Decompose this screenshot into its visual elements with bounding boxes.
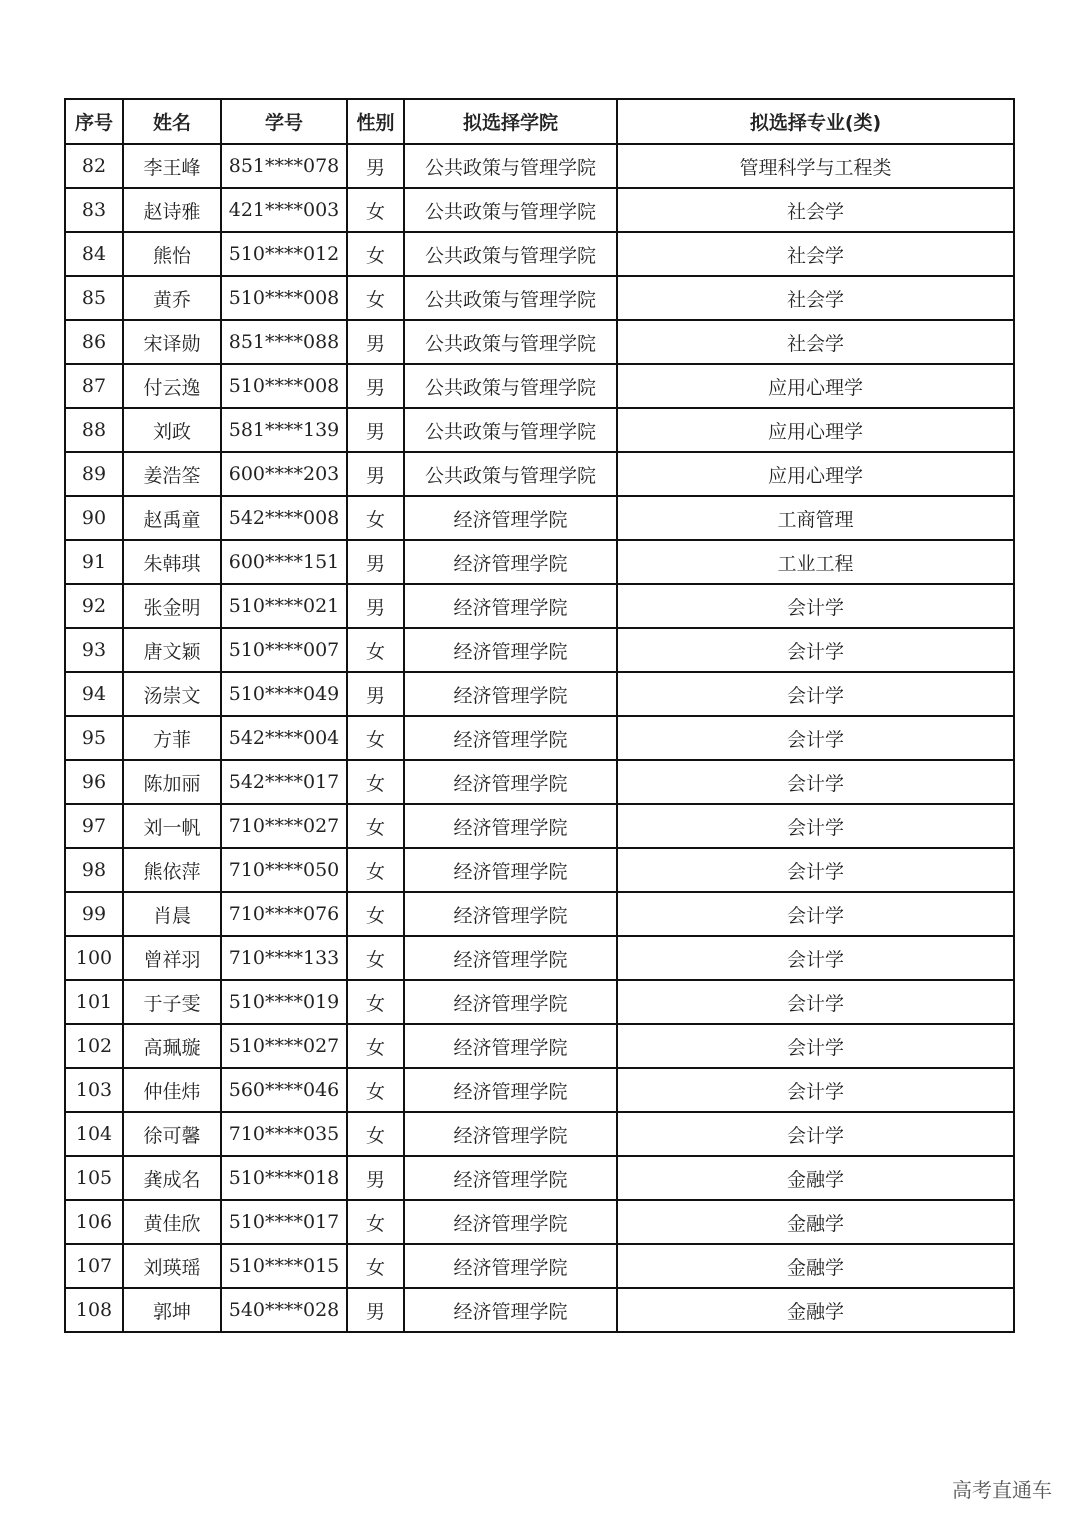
- cell-student-id: 710****035: [221, 1112, 347, 1156]
- cell-gender: 男: [347, 452, 404, 496]
- cell-major: 会计学: [617, 1112, 1014, 1156]
- table-row: [65, 496, 1014, 540]
- cell-gender: 女: [347, 716, 404, 760]
- cell-name: 黄乔: [123, 276, 221, 320]
- cell-gender: 女: [347, 804, 404, 848]
- cell-name: 刘一帆: [123, 804, 221, 848]
- cell-student-id: 510****027: [221, 1024, 347, 1068]
- cell-major: 会计学: [617, 672, 1014, 716]
- cell-major: 会计学: [617, 584, 1014, 628]
- cell-name: 刘瑛瑶: [123, 1244, 221, 1288]
- cell-gender: 男: [347, 540, 404, 584]
- header-index: 序号: [65, 99, 123, 144]
- table-row: [65, 144, 1014, 188]
- cell-gender: 女: [347, 1244, 404, 1288]
- cell-gender: 女: [347, 980, 404, 1024]
- cell-gender: 女: [347, 188, 404, 232]
- table-row: [65, 892, 1014, 936]
- cell-gender: 女: [347, 848, 404, 892]
- table-row: [65, 1200, 1014, 1244]
- cell-college: 经济管理学院: [404, 584, 617, 628]
- cell-name: 肖晨: [123, 892, 221, 936]
- cell-student-id: 851****088: [221, 320, 347, 364]
- cell-major: 社会学: [617, 188, 1014, 232]
- cell-college: 经济管理学院: [404, 1156, 617, 1200]
- table-row: [65, 848, 1014, 892]
- header-gender: 性别: [347, 99, 404, 144]
- table-row: [65, 1068, 1014, 1112]
- cell-college: 经济管理学院: [404, 1244, 617, 1288]
- cell-student-id: 421****003: [221, 188, 347, 232]
- cell-student-id: 510****015: [221, 1244, 347, 1288]
- cell-student-id: 851****078: [221, 144, 347, 188]
- cell-college: 经济管理学院: [404, 760, 617, 804]
- cell-major: 会计学: [617, 628, 1014, 672]
- table-row: [65, 804, 1014, 848]
- cell-index: 86: [65, 320, 123, 364]
- cell-index: 90: [65, 496, 123, 540]
- student-table: [64, 98, 1015, 1333]
- cell-gender: 男: [347, 584, 404, 628]
- cell-college: 经济管理学院: [404, 540, 617, 584]
- cell-major: 社会学: [617, 276, 1014, 320]
- cell-name: 陈加丽: [123, 760, 221, 804]
- cell-name: 龚成名: [123, 1156, 221, 1200]
- cell-major: 会计学: [617, 804, 1014, 848]
- cell-major: 社会学: [617, 320, 1014, 364]
- cell-major: 金融学: [617, 1244, 1014, 1288]
- cell-name: 熊怡: [123, 232, 221, 276]
- cell-major: 会计学: [617, 1024, 1014, 1068]
- cell-index: 92: [65, 584, 123, 628]
- cell-gender: 女: [347, 628, 404, 672]
- cell-index: 83: [65, 188, 123, 232]
- cell-major: 管理科学与工程类: [617, 144, 1014, 188]
- cell-index: 101: [65, 980, 123, 1024]
- cell-name: 熊依萍: [123, 848, 221, 892]
- cell-college: 经济管理学院: [404, 892, 617, 936]
- cell-student-id: 581****139: [221, 408, 347, 452]
- cell-student-id: 710****076: [221, 892, 347, 936]
- cell-name: 方菲: [123, 716, 221, 760]
- cell-major: 会计学: [617, 980, 1014, 1024]
- cell-gender: 女: [347, 232, 404, 276]
- cell-name: 姜浩筌: [123, 452, 221, 496]
- cell-college: 公共政策与管理学院: [404, 408, 617, 452]
- header-student-id: 学号: [221, 99, 347, 144]
- cell-gender: 女: [347, 1068, 404, 1112]
- table-row: [65, 760, 1014, 804]
- cell-name: 唐文颖: [123, 628, 221, 672]
- cell-student-id: 560****046: [221, 1068, 347, 1112]
- table-row: [65, 364, 1014, 408]
- cell-index: 98: [65, 848, 123, 892]
- header-name: 姓名: [123, 99, 221, 144]
- table-row: [65, 540, 1014, 584]
- cell-student-id: 510****017: [221, 1200, 347, 1244]
- cell-student-id: 710****027: [221, 804, 347, 848]
- cell-index: 94: [65, 672, 123, 716]
- cell-major: 会计学: [617, 1068, 1014, 1112]
- cell-gender: 女: [347, 892, 404, 936]
- cell-major: 金融学: [617, 1200, 1014, 1244]
- watermark: 高考直通车: [952, 1478, 1052, 1502]
- cell-major: 会计学: [617, 716, 1014, 760]
- cell-college: 经济管理学院: [404, 1288, 617, 1332]
- cell-college: 经济管理学院: [404, 804, 617, 848]
- cell-name: 刘政: [123, 408, 221, 452]
- table-row: [65, 1244, 1014, 1288]
- cell-index: 91: [65, 540, 123, 584]
- cell-student-id: 510****012: [221, 232, 347, 276]
- cell-student-id: 600****203: [221, 452, 347, 496]
- cell-major: 工商管理: [617, 496, 1014, 540]
- cell-gender: 女: [347, 1200, 404, 1244]
- cell-student-id: 510****021: [221, 584, 347, 628]
- cell-major: 社会学: [617, 232, 1014, 276]
- cell-gender: 男: [347, 320, 404, 364]
- table-row: [65, 1156, 1014, 1200]
- table-row: [65, 232, 1014, 276]
- table-row: [65, 1112, 1014, 1156]
- cell-name: 于子雯: [123, 980, 221, 1024]
- table-row: [65, 584, 1014, 628]
- cell-gender: 女: [347, 936, 404, 980]
- cell-name: 郭坤: [123, 1288, 221, 1332]
- cell-major: 金融学: [617, 1288, 1014, 1332]
- cell-index: 106: [65, 1200, 123, 1244]
- cell-student-id: 510****007: [221, 628, 347, 672]
- cell-college: 经济管理学院: [404, 936, 617, 980]
- table-row: [65, 452, 1014, 496]
- cell-gender: 男: [347, 672, 404, 716]
- cell-name: 赵禹童: [123, 496, 221, 540]
- table-row: [65, 672, 1014, 716]
- cell-gender: 男: [347, 364, 404, 408]
- cell-index: 99: [65, 892, 123, 936]
- cell-gender: 男: [347, 408, 404, 452]
- cell-major: 金融学: [617, 1156, 1014, 1200]
- cell-student-id: 600****151: [221, 540, 347, 584]
- cell-college: 公共政策与管理学院: [404, 364, 617, 408]
- cell-student-id: 510****008: [221, 276, 347, 320]
- table-row: [65, 936, 1014, 980]
- cell-college: 公共政策与管理学院: [404, 144, 617, 188]
- header-major: 拟选择专业(类): [617, 99, 1014, 144]
- cell-college: 经济管理学院: [404, 496, 617, 540]
- cell-major: 会计学: [617, 936, 1014, 980]
- cell-name: 仲佳炜: [123, 1068, 221, 1112]
- cell-index: 84: [65, 232, 123, 276]
- cell-index: 100: [65, 936, 123, 980]
- cell-index: 82: [65, 144, 123, 188]
- cell-gender: 女: [347, 1112, 404, 1156]
- cell-college: 经济管理学院: [404, 1068, 617, 1112]
- cell-major: 会计学: [617, 848, 1014, 892]
- table-row: [65, 188, 1014, 232]
- cell-gender: 男: [347, 1156, 404, 1200]
- cell-student-id: 510****008: [221, 364, 347, 408]
- cell-name: 赵诗雅: [123, 188, 221, 232]
- cell-college: 公共政策与管理学院: [404, 452, 617, 496]
- cell-index: 93: [65, 628, 123, 672]
- cell-major: 会计学: [617, 892, 1014, 936]
- table-row: [65, 320, 1014, 364]
- cell-student-id: 542****008: [221, 496, 347, 540]
- cell-gender: 女: [347, 760, 404, 804]
- table-row: [65, 716, 1014, 760]
- cell-index: 105: [65, 1156, 123, 1200]
- cell-gender: 男: [347, 144, 404, 188]
- cell-major: 工业工程: [617, 540, 1014, 584]
- table-row: [65, 1288, 1014, 1332]
- cell-college: 经济管理学院: [404, 980, 617, 1024]
- cell-student-id: 710****133: [221, 936, 347, 980]
- table-row: [65, 1024, 1014, 1068]
- cell-student-id: 542****017: [221, 760, 347, 804]
- cell-gender: 女: [347, 276, 404, 320]
- table-header-row: [65, 99, 1014, 144]
- cell-name: 付云逸: [123, 364, 221, 408]
- cell-name: 张金明: [123, 584, 221, 628]
- cell-student-id: 540****028: [221, 1288, 347, 1332]
- cell-student-id: 710****050: [221, 848, 347, 892]
- table-body: [65, 144, 1014, 1332]
- table-row: [65, 408, 1014, 452]
- cell-major: 会计学: [617, 760, 1014, 804]
- cell-index: 96: [65, 760, 123, 804]
- cell-index: 89: [65, 452, 123, 496]
- cell-name: 黄佳欣: [123, 1200, 221, 1244]
- cell-index: 107: [65, 1244, 123, 1288]
- cell-student-id: 510****019: [221, 980, 347, 1024]
- cell-student-id: 510****018: [221, 1156, 347, 1200]
- cell-name: 高珮璇: [123, 1024, 221, 1068]
- cell-name: 宋译勋: [123, 320, 221, 364]
- header-college: 拟选择学院: [404, 99, 617, 144]
- table-row: [65, 276, 1014, 320]
- cell-index: 95: [65, 716, 123, 760]
- cell-college: 经济管理学院: [404, 628, 617, 672]
- cell-major: 应用心理学: [617, 408, 1014, 452]
- cell-name: 朱韩琪: [123, 540, 221, 584]
- cell-college: 经济管理学院: [404, 1200, 617, 1244]
- cell-college: 公共政策与管理学院: [404, 320, 617, 364]
- cell-college: 公共政策与管理学院: [404, 232, 617, 276]
- cell-index: 97: [65, 804, 123, 848]
- cell-gender: 女: [347, 1024, 404, 1068]
- cell-name: 徐可馨: [123, 1112, 221, 1156]
- cell-index: 103: [65, 1068, 123, 1112]
- cell-major: 应用心理学: [617, 452, 1014, 496]
- cell-college: 公共政策与管理学院: [404, 188, 617, 232]
- cell-college: 经济管理学院: [404, 848, 617, 892]
- cell-student-id: 542****004: [221, 716, 347, 760]
- cell-index: 102: [65, 1024, 123, 1068]
- cell-student-id: 510****049: [221, 672, 347, 716]
- cell-college: 公共政策与管理学院: [404, 276, 617, 320]
- cell-index: 108: [65, 1288, 123, 1332]
- cell-major: 应用心理学: [617, 364, 1014, 408]
- table-row: [65, 628, 1014, 672]
- cell-gender: 男: [347, 1288, 404, 1332]
- table-row: [65, 980, 1014, 1024]
- cell-name: 李王峰: [123, 144, 221, 188]
- cell-college: 经济管理学院: [404, 672, 617, 716]
- cell-index: 88: [65, 408, 123, 452]
- cell-gender: 女: [347, 496, 404, 540]
- cell-index: 85: [65, 276, 123, 320]
- cell-name: 曾祥羽: [123, 936, 221, 980]
- cell-college: 经济管理学院: [404, 1112, 617, 1156]
- cell-college: 经济管理学院: [404, 716, 617, 760]
- cell-college: 经济管理学院: [404, 1024, 617, 1068]
- cell-index: 87: [65, 364, 123, 408]
- cell-name: 汤崇文: [123, 672, 221, 716]
- cell-index: 104: [65, 1112, 123, 1156]
